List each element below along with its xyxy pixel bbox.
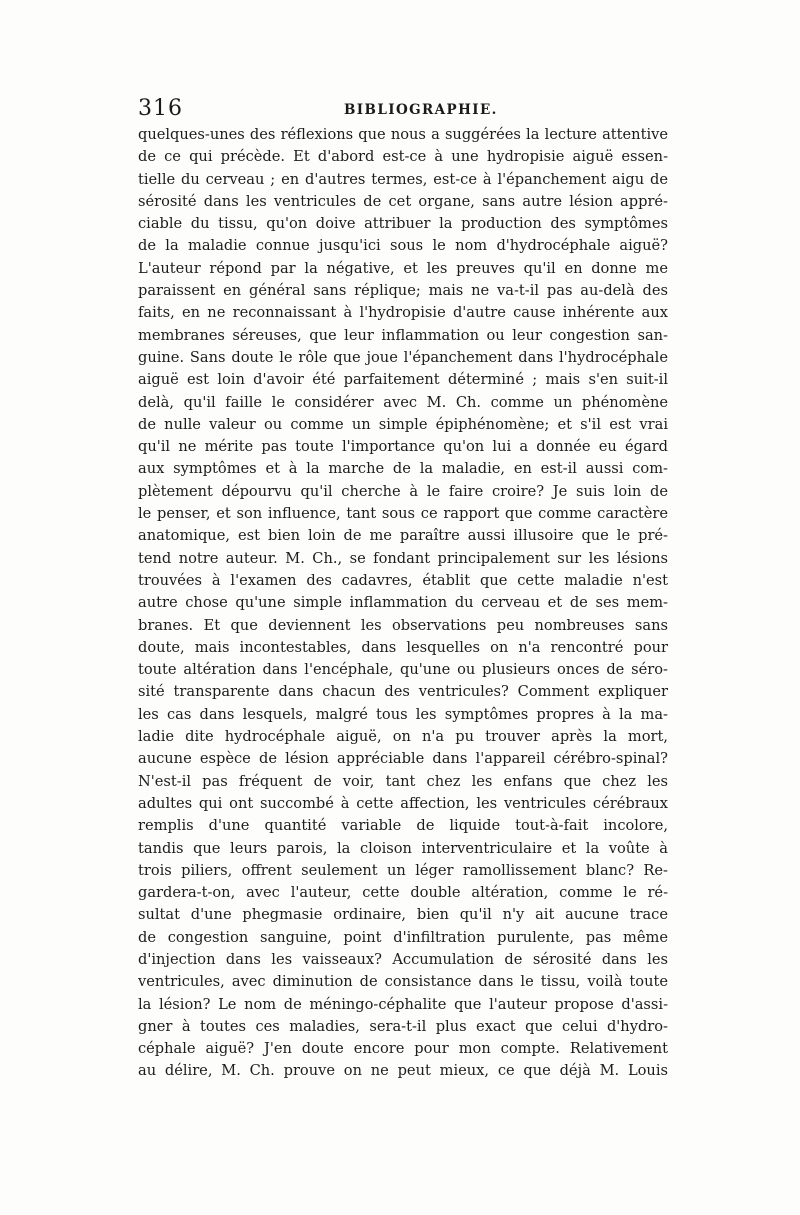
text-line: plètement dépourvu qu'il cherche à le faire croire? Je suis loin de — [138, 482, 668, 500]
text-line: tandis que leurs parois, la cloison interventriculaire et la voûte à — [138, 839, 668, 857]
text-line: de la maladie connue jusqu'ici sous le nom d'hydrocéphale aiguë? — [138, 237, 668, 255]
text-line: autre chose qu'une simple inflammation du cerveau et de ses mem- — [138, 594, 668, 612]
text-line: la lésion? Le nom de méningo-céphalite que l'auteur propose d'assi- — [138, 995, 668, 1013]
text-line: aucune espèce de lésion appréciable dans l'appareil cérébro-spinal? — [138, 750, 668, 768]
text-line: de nulle valeur ou comme un simple épiphénomène; et s'il est vrai — [138, 415, 668, 433]
text-line: aux symptômes et à la marche de la maladie, en est-il aussi com- — [138, 460, 668, 478]
text-line: au délire, M. Ch. prouve on ne peut mieux, ce que déjà M. Louis — [138, 1062, 668, 1080]
body-text — [138, 124, 668, 1083]
text-line: membranes séreuses, que leur inflammation ou leur congestion san- — [138, 326, 668, 344]
text-line: delà, qu'il faille le considérer avec M. Ch. comme un phénomène — [138, 393, 668, 411]
text-line: anatomique, est bien loin de me paraître aussi illusoire que le pré- — [138, 527, 668, 545]
text-line: céphale aiguë? J'en doute encore pour mon compte. Relativement — [138, 1040, 668, 1058]
text-line: sité transparente dans chacun des ventricules? Comment expliquer — [138, 683, 668, 701]
text-line: les cas dans lesquels, malgré tous les symptômes propres à la ma- — [138, 705, 668, 723]
text-line: de ce qui précède. Et d'abord est-ce à une hydropisie aiguë essen- — [138, 148, 668, 166]
text-line: aiguë est loin d'avoir été parfaitement déterminé ; mais s'en suit-il — [138, 371, 668, 389]
text-line: sérosité dans les ventricules de cet organe, sans autre lésion appré- — [138, 192, 668, 210]
text-line: sultat d'une phegmasie ordinaire, bien qu'il n'y ait aucune trace — [138, 906, 668, 924]
text-line: de congestion sanguine, point d'infiltration purulente, pas même — [138, 928, 668, 946]
text-line: N'est-il pas fréquent de voir, tant chez les enfans que chez les — [138, 772, 668, 790]
text-line: toute altération dans l'encéphale, qu'une ou plusieurs onces de séro- — [138, 661, 668, 679]
text-line: faits, en ne reconnaissant à l'hydropisie d'autre cause inhérente aux — [138, 304, 668, 322]
text-line: ladie dite hydrocéphale aiguë, on n'a pu trouver après la mort, — [138, 728, 668, 746]
text-line: le penser, et son influence, tant sous ce rapport que comme caractère — [138, 505, 668, 523]
text-line: ventricules, avec diminution de consistance dans le tissu, voilà toute — [138, 973, 668, 991]
text-line: remplis d'une quantité variable de liquide tout-à-fait incolore, — [138, 817, 668, 835]
text-line: trois piliers, offrent seulement un léger ramollissement blanc? Re- — [138, 861, 668, 879]
text-line: tielle du cerveau ; en d'autres termes, est-ce à l'épanchement aigu de — [138, 170, 668, 188]
text-line: tend notre auteur. M. Ch., se fondant principalement sur les lésions — [138, 549, 668, 567]
page-number: 316 — [138, 96, 183, 121]
text-line: guine. Sans doute le rôle que joue l'épanchement dans l'hydrocéphale — [138, 348, 668, 366]
text-line: branes. Et que deviennent les observations peu nombreuses sans — [138, 616, 668, 634]
text-line: trouvées à l'examen des cadavres, établit que cette maladie n'est — [138, 571, 668, 589]
text-line: paraissent en général sans réplique; mais ne va-t-il pas au-delà des — [138, 282, 668, 300]
text-line: gardera-t-on, avec l'auteur, cette double altération, comme le ré- — [138, 884, 668, 902]
text-line: quelques-unes des réflexions que nous a suggérées la lecture attentive — [138, 126, 668, 143]
running-title: BIBLIOGRAPHIE. — [344, 102, 498, 118]
text-line: adultes qui ont succombé à cette affection, les ventricules cérébraux — [138, 794, 668, 812]
text-line: doute, mais incontestables, dans lesquelles on n'a rencontré pour — [138, 638, 668, 656]
text-line: qu'il ne mérite pas toute l'importance qu'on lui a donnée eu égard — [138, 438, 668, 456]
text-line: gner à toutes ces maladies, sera-t-il plus exact que celui d'hydro- — [138, 1017, 668, 1035]
text-line: ciable du tissu, qu'on doive attribuer la production des symptômes — [138, 215, 668, 233]
text-line: d'injection dans les vaisseaux? Accumulation de sérosité dans les — [138, 950, 668, 968]
text-line: L'auteur répond par la négative, et les preuves qu'il en donne me — [138, 259, 668, 277]
